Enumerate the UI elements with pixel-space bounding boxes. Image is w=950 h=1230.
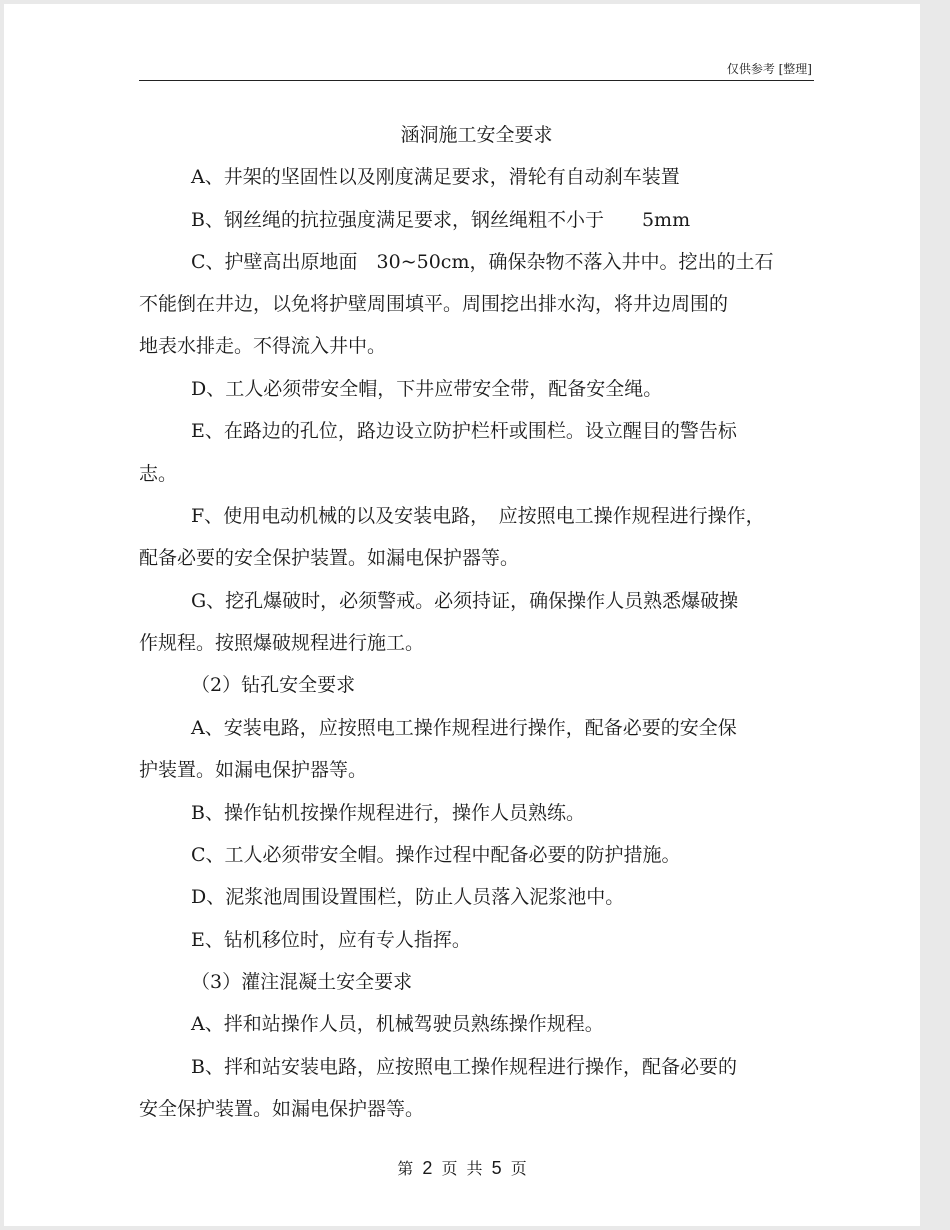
paragraph-line: D、泥浆池周围设置围栏，防止人员落入泥浆池中。 [191,886,625,908]
page-footer [4,1156,920,1179]
paragraph-line: A、拌和站操作人员，机械驾驶员熟练操作规程。 [191,1013,604,1035]
footer-mid: 页 共 [441,1159,483,1178]
paragraph-line: 护装置。如漏电保护器等。 [139,759,368,781]
paragraph-line: 志。 [139,463,178,485]
paragraph-line: B、拌和站安装电路，应按照电工操作规程进行操作，配备必要的 [191,1056,737,1078]
paragraph-line: 配备必要的安全保护装置。如漏电保护器等。 [139,547,520,569]
footer-page-number: 2 [422,1158,433,1178]
document-page [4,4,920,1226]
subsection-heading: （2）钻孔安全要求 [191,674,356,696]
paragraph-line: F、使用电动机械的以及安装电路， 应按照电工操作规程进行操作， [191,505,765,527]
paragraph-line: A、井架的坚固性以及刚度满足要求，滑轮有自动刹车装置 [191,166,680,188]
paragraph-line: 作规程。按照爆破规程进行施工。 [139,632,425,654]
header-text: 仅供参考 [整理] [726,62,812,76]
paragraph-line: D、工人必须带安全帽，下井应带安全带，配备安全绳。 [191,378,663,400]
paragraph-line: B、钢丝绳的抗拉强度满足要求，钢丝绳粗不小于 5mm [191,209,691,231]
footer-suffix: 页 [510,1159,527,1178]
paragraph-line: C、工人必须带安全帽。操作过程中配备必要的防护措施。 [191,844,681,866]
paragraph-line: E、在路边的孔位，路边设立防护栏杆或围栏。设立醒目的警告标 [191,420,737,442]
paragraph-line: 不能倒在井边，以免将护壁周围填平。周围挖出排水沟，将井边周围的 [139,293,729,315]
paragraph-line: C、护壁高出原地面 30~50cm，确保杂物不落入井中。挖出的土石 [191,251,774,273]
paragraph-line: B、操作钻机按操作规程进行，操作人员熟练。 [191,802,585,824]
subsection-heading: （3）灌注混凝土安全要求 [191,971,413,993]
footer-prefix: 第 [397,1159,414,1178]
section-title: 涵洞施工安全要求 [400,124,553,146]
page-header [139,56,814,81]
footer-total-pages: 5 [491,1158,502,1178]
paragraph-line: G、挖孔爆破时，必须警戒。必须持证，确保操作人员熟悉爆破操 [191,590,739,612]
paragraph-line: 地表水排走。不得流入井中。 [139,335,387,357]
paragraph-line: A、安装电路，应按照电工操作规程进行操作，配备必要的安全保 [191,717,737,739]
paragraph-line: 安全保护装置。如漏电保护器等。 [139,1098,425,1120]
paragraph-line: E、钻机移位时，应有专人指挥。 [191,929,471,951]
